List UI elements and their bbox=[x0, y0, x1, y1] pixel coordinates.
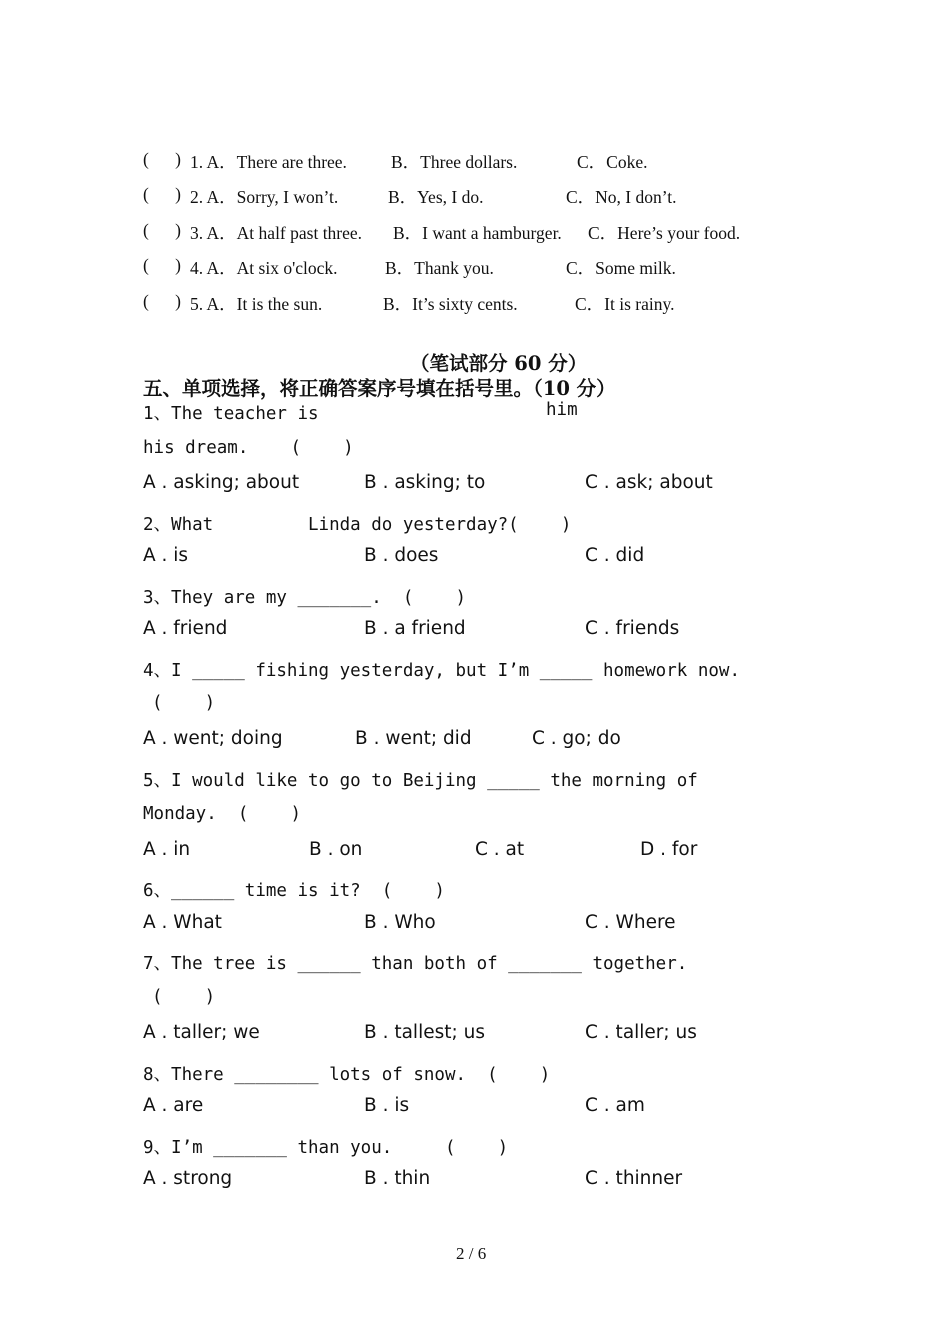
question-9-option-b: B . thin bbox=[364, 1168, 431, 1189]
listening-paren-3: ( ) bbox=[143, 220, 181, 240]
question-2-option-c: C . did bbox=[585, 545, 645, 566]
written-section-title: （笔试部分 60 分） bbox=[410, 352, 588, 375]
listening-item-2-c: C．No, I don’t. bbox=[566, 187, 677, 207]
question-6-stem: 6、______ time is it? ( ) bbox=[143, 881, 445, 901]
question-5-option-b: B . on bbox=[309, 839, 363, 860]
question-9-option-a: A . strong bbox=[143, 1168, 233, 1189]
section-5-title: 五、单项选择，将正确答案序号填在括号里。（10 分） bbox=[143, 377, 616, 400]
question-7-option-a: A . taller; we bbox=[143, 1022, 260, 1043]
question-6-option-a: A . What bbox=[143, 912, 222, 933]
question-6-option-c: C . Where bbox=[585, 912, 676, 933]
listening-item-3-c: C．Here’s your food. bbox=[588, 223, 741, 243]
question-1-option-b: B . asking; to bbox=[364, 472, 486, 493]
question-7-stem: 7、The tree is ______ than both of _______ together. bbox=[143, 954, 688, 974]
question-4-answer-paren: ( ) bbox=[152, 693, 216, 713]
question-4-option-c: C . go; do bbox=[532, 728, 621, 749]
question-8-option-b: B . is bbox=[364, 1095, 410, 1116]
question-2-stem: 2、What Linda do yesterday?( ) bbox=[143, 515, 572, 535]
listening-item-3-a: 3. A．At half past three. bbox=[190, 223, 363, 243]
question-2-option-a: A . is bbox=[143, 545, 189, 566]
question-2-option-b: B . does bbox=[364, 545, 439, 566]
question-3-option-c: C . friends bbox=[585, 618, 680, 639]
question-5-option-c: C . at bbox=[475, 839, 525, 860]
question-7-answer-paren: ( ) bbox=[152, 987, 216, 1007]
question-5-option-d: D . for bbox=[640, 839, 698, 860]
question-9-option-c: C . thinner bbox=[585, 1168, 683, 1189]
listening-paren-5: ( ) bbox=[143, 291, 181, 311]
question-9-stem: 9、I’m _______ than you. ( ) bbox=[143, 1138, 509, 1158]
listening-item-1-a: 1. A．There are three. bbox=[190, 152, 347, 172]
listening-item-3-b: B．I want a hamburger. bbox=[393, 223, 562, 243]
listening-item-2-b: B．Yes, I do. bbox=[388, 187, 484, 207]
listening-item-1-c: C．Coke. bbox=[577, 152, 648, 172]
question-8-option-c: C . am bbox=[585, 1095, 645, 1116]
listening-paren-2: ( ) bbox=[143, 184, 181, 204]
question-1-stem-line2: his dream. ( ) bbox=[143, 438, 354, 458]
question-4-option-a: A . went; doing bbox=[143, 728, 283, 749]
listening-paren-4: ( ) bbox=[143, 255, 181, 275]
page-number: 2 / 6 bbox=[456, 1244, 487, 1263]
question-4-option-b: B . went; did bbox=[355, 728, 472, 749]
question-7-option-b: B . tallest; us bbox=[364, 1022, 485, 1043]
listening-item-5-a: 5. A．It is the sun. bbox=[190, 294, 323, 314]
listening-item-5-c: C．It is rainy. bbox=[575, 294, 675, 314]
question-4-stem: 4、I _____ fishing yesterday, but I’m _____ homework now. bbox=[143, 661, 740, 681]
question-5-option-a: A . in bbox=[143, 839, 191, 860]
listening-item-4-c: C．Some milk. bbox=[566, 258, 676, 278]
question-1-option-a: A . asking; about bbox=[143, 472, 300, 493]
question-1-stem: 1、The teacher is bbox=[143, 404, 319, 424]
question-3-stem: 3、They are my _______. ( ) bbox=[143, 588, 467, 608]
question-8-option-a: A . are bbox=[143, 1095, 204, 1116]
listening-item-5-b: B．It’s sixty cents. bbox=[383, 294, 518, 314]
question-3-option-a: A . friend bbox=[143, 618, 228, 639]
listening-item-4-b: B．Thank you. bbox=[385, 258, 494, 278]
question-3-option-b: B . a friend bbox=[364, 618, 466, 639]
question-7-option-c: C . taller; us bbox=[585, 1022, 697, 1043]
listening-item-2-a: 2. A．Sorry, I won’t. bbox=[190, 187, 339, 207]
question-1-option-c: C . ask; about bbox=[585, 472, 713, 493]
listening-item-4-a: 4. A．At six o'clock. bbox=[190, 258, 338, 278]
question-5-stem-line2: Monday. ( ) bbox=[143, 804, 302, 824]
question-6-option-b: B . Who bbox=[364, 912, 436, 933]
listening-paren-1: ( ) bbox=[143, 149, 181, 169]
question-1-stem-end: him bbox=[546, 400, 578, 420]
question-5-stem: 5、I would like to go to Beijing _____ the morning of bbox=[143, 771, 698, 791]
question-8-stem: 8、There ________ lots of snow. ( ) bbox=[143, 1065, 551, 1085]
listening-item-1-b: B．Three dollars. bbox=[391, 152, 518, 172]
